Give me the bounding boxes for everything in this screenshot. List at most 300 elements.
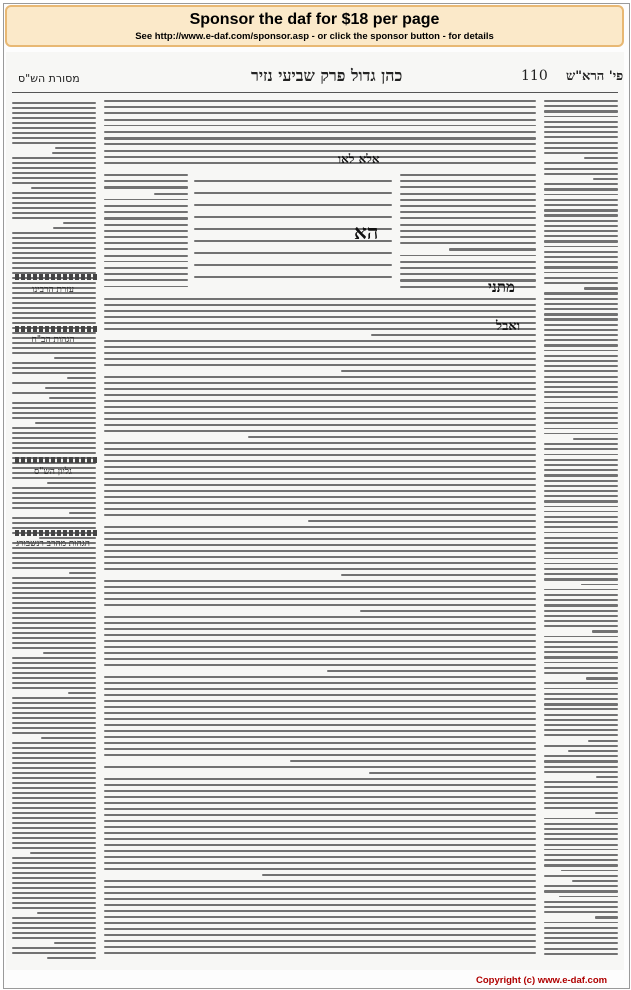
text-line [104,100,536,102]
text-line [12,352,96,354]
text-line [544,511,618,513]
text-line [104,844,536,846]
text-line [12,787,96,789]
text-line [194,192,392,194]
text-line [104,242,188,244]
text-line [12,757,96,759]
text-line [12,762,96,764]
text-line [104,273,188,275]
text-line [327,670,536,672]
text-line [544,516,618,518]
text-line [544,937,618,939]
text-line [544,854,618,856]
text-line [544,901,618,903]
text-line [12,552,96,554]
text-line [544,464,618,466]
text-line [544,625,618,627]
header-center-title: כהן גדול פרק שביעי נזיר [251,66,403,85]
text-line [400,186,536,188]
text-line [12,622,96,624]
text-line [104,174,188,176]
text-line [262,874,536,876]
text-line [544,838,618,840]
sponsor-title[interactable]: Sponsor the daf for $18 per page [189,11,440,28]
text-line [12,502,96,504]
text-line [12,557,96,559]
text-line [544,641,618,643]
text-line [12,197,96,199]
text-line [104,376,536,378]
text-line [544,766,618,768]
text-line [104,622,536,624]
text-line [53,227,96,229]
text-line [544,589,618,591]
side-divider-4 [15,530,97,536]
text-line [12,672,96,674]
text-line [12,492,96,494]
text-line [544,324,618,326]
text-line [12,252,96,254]
text-line [595,812,618,814]
text-line [104,217,188,219]
header-left-label: מסורת הש"ס [18,72,80,85]
text-line [584,157,618,159]
text-line [544,116,618,118]
text-line [104,544,536,546]
text-line [369,772,536,774]
text-line [104,538,536,540]
text-line [104,328,536,330]
text-line [544,246,618,248]
text-line [12,772,96,774]
text-line [544,121,618,123]
text-line [12,212,96,214]
text-line [12,302,96,304]
text-line [104,556,536,558]
text-line [12,192,96,194]
text-line [544,485,618,487]
text-line [544,542,618,544]
text-line [41,737,96,739]
text-line [544,844,618,846]
text-line [12,167,96,169]
text-line [544,454,618,456]
text-line [544,537,618,539]
text-line [12,447,96,449]
text-line [12,497,96,499]
text-line [544,251,618,253]
text-line [573,438,618,440]
text-line [12,107,96,109]
text-line [544,604,618,606]
text-line [12,727,96,729]
text-line [12,822,96,824]
text-line [12,592,96,594]
text-line [12,872,96,874]
text-line [12,647,96,649]
text-line [104,125,536,127]
side-heading-4: הגהות מהרב רנשבורג [16,539,90,549]
text-line [104,316,536,318]
text-line [12,232,96,234]
copyright-text[interactable]: Copyright (c) www.e-daf.com [476,975,608,986]
text-line [12,477,96,479]
text-line [544,105,618,107]
text-line [35,422,96,424]
text-line [104,224,188,226]
text-line [12,927,96,929]
text-line [12,177,96,179]
text-line [544,339,618,341]
text-line [104,856,536,858]
text-line [544,672,618,674]
text-line [104,724,536,726]
text-line [544,412,618,414]
sponsor-banner[interactable] [5,5,624,47]
text-line [12,142,96,144]
text-line [544,188,618,190]
gemara-main-body [102,296,536,960]
text-line [104,412,536,414]
text-line [47,482,96,484]
text-line [47,957,96,959]
text-line [104,784,536,786]
side-divider-1 [15,274,97,280]
text-line [12,312,96,314]
text-line [104,478,536,480]
gemara-mishna-word: מתני [488,278,515,296]
text-line [400,230,536,232]
text-line [12,452,96,454]
text-line [544,849,618,851]
text-line [544,313,618,315]
text-line [544,526,618,528]
text-line [12,667,96,669]
text-line [104,112,536,114]
text-line [104,496,536,498]
text-line [544,734,618,736]
text-line [400,180,536,182]
text-line [12,892,96,894]
text-line [544,729,618,731]
text-line [104,430,536,432]
text-line [12,717,96,719]
text-line [104,346,536,348]
text-line [586,677,618,679]
text-line [544,859,618,861]
text-line [104,730,536,732]
text-line [104,466,536,468]
text-line [104,742,536,744]
text-line [544,906,618,908]
text-line [68,692,96,694]
text-line [544,495,618,497]
text-line [544,344,618,346]
text-line [544,308,618,310]
text-line [544,235,618,237]
header-right-folio: פי' הרא"ש [566,69,624,84]
gemara-bold-phrase: אלא לאו [338,152,380,166]
text-line [544,266,618,268]
text-line [12,237,96,239]
text-line [12,567,96,569]
text-line [12,707,96,709]
text-line [194,264,392,266]
text-line [104,255,188,257]
text-line [104,628,536,630]
text-line [400,211,536,213]
text-line [596,776,618,778]
text-line [544,760,618,762]
text-line [360,610,536,612]
text-line [544,786,618,788]
text-line [12,767,96,769]
text-line [43,652,96,654]
text-line [544,261,618,263]
text-line [104,928,536,930]
sponsor-subtitle[interactable]: See http://www.e-daf.com/sponsor.asp - or click the sponsor button - for details [135,31,494,42]
text-line [12,832,96,834]
text-line [12,437,96,439]
text-line [194,216,392,218]
text-line [12,932,96,934]
text-line [544,922,618,924]
text-line [544,360,618,362]
text-line [104,820,536,822]
text-line [194,204,392,206]
text-line [194,180,392,182]
text-line [12,257,96,259]
text-line [449,248,536,250]
text-line [12,702,96,704]
text-line [308,520,536,522]
text-line [544,282,618,284]
text-line [12,697,96,699]
side-heading-2: הגהות הב"ח [31,335,75,345]
text-line [31,187,96,189]
text-line [104,748,536,750]
text-line [12,812,96,814]
text-line [12,102,96,104]
text-line [12,207,96,209]
copyright-link[interactable] [476,975,607,986]
text-line [12,597,96,599]
text-line [104,940,536,942]
text-line [593,178,618,180]
text-line [12,267,96,269]
text-line [544,662,618,664]
text-line [12,587,96,589]
text-line [104,586,536,588]
commentary-block-mid-right [398,170,536,292]
text-line [104,205,188,207]
text-line [12,517,96,519]
text-line [592,630,618,632]
text-line [12,442,96,444]
text-line [544,828,618,830]
text-line [104,119,536,121]
text-line [12,887,96,889]
text-line [544,833,618,835]
text-line [544,142,618,144]
text-line [12,157,96,159]
text-line [104,156,536,158]
text-line [12,722,96,724]
text-line [104,832,536,834]
text-line [400,267,536,269]
text-line [400,255,536,257]
text-line [12,582,96,584]
text-line [544,220,618,222]
text-line [104,514,536,516]
text-line [45,387,96,389]
text-line [544,402,618,404]
text-line [104,442,536,444]
commentary-block-mid-left [102,170,188,292]
text-line [544,209,618,211]
text-line [12,602,96,604]
text-line [544,807,618,809]
text-line [12,947,96,949]
text-line [544,407,618,409]
text-line [104,137,536,139]
text-line [104,754,536,756]
text-line [12,487,96,489]
text-line [104,910,536,912]
text-line [104,904,536,906]
text-line [104,892,536,894]
text-line [544,110,618,112]
text-line [104,604,536,606]
text-line [104,580,536,582]
text-line [12,162,96,164]
text-line [400,193,536,195]
text-line [544,272,618,274]
text-line [12,937,96,939]
text-line [12,577,96,579]
text-line [12,797,96,799]
text-line [544,890,618,892]
text-line [544,771,618,773]
text-line [544,864,618,866]
text-line [544,376,618,378]
text-line [544,386,618,388]
text-line [544,152,618,154]
text-line [54,942,96,944]
text-line [104,802,536,804]
text-line [104,382,536,384]
text-line [544,532,618,534]
text-line [12,612,96,614]
text-line [104,388,536,390]
text-line [104,490,536,492]
text-line [544,797,618,799]
text-line [400,261,536,263]
text-line [544,126,618,128]
text-line [104,898,536,900]
text-line [104,406,536,408]
text-line [544,240,618,242]
text-line [104,700,536,702]
text-line [544,204,618,206]
text-line [544,594,618,596]
text-line [104,322,536,324]
text-line [104,267,188,269]
text-line [12,527,96,529]
text-line [12,307,96,309]
text-line [104,162,536,164]
text-line [12,217,96,219]
text-line [544,183,618,185]
text-line [12,907,96,909]
text-line [544,417,618,419]
text-line [544,651,618,653]
text-line [12,562,96,564]
text-line [104,358,536,360]
text-line [104,460,536,462]
text-line [12,747,96,749]
text-line [544,448,618,450]
text-line [544,318,618,320]
text-line [12,742,96,744]
text-line [544,636,618,638]
text-line [12,132,96,134]
text-line [104,796,536,798]
text-line [400,224,536,226]
side-divider-3 [15,457,97,463]
text-line [104,592,536,594]
text-line [544,953,618,955]
text-line [544,194,618,196]
text-line [12,802,96,804]
text-line [30,852,96,854]
text-line [544,422,618,424]
text-line [400,205,536,207]
text-line [595,916,618,918]
text-line [544,823,618,825]
text-line [12,172,96,174]
text-line [104,694,536,696]
text-line [12,792,96,794]
text-line [104,676,536,678]
text-line [104,952,536,954]
text-line [52,152,96,154]
text-line [12,842,96,844]
text-line [104,106,536,108]
text-line [104,180,188,182]
text-line [559,896,618,898]
text-line [544,334,618,336]
text-line [12,137,96,139]
text-line [544,355,618,357]
text-line [104,640,536,642]
text-line [400,273,536,275]
text-line [290,760,536,762]
text-line [544,469,618,471]
text-line [12,882,96,884]
commentary-column-right [542,98,618,960]
text-line [104,394,536,396]
gemara-opening-word: הא [354,220,379,244]
text-line [12,382,96,384]
text-line [544,781,618,783]
text-line [12,617,96,619]
text-line [104,808,536,810]
text-line [544,391,618,393]
text-line [12,627,96,629]
text-line [12,637,96,639]
text-line [341,370,536,372]
